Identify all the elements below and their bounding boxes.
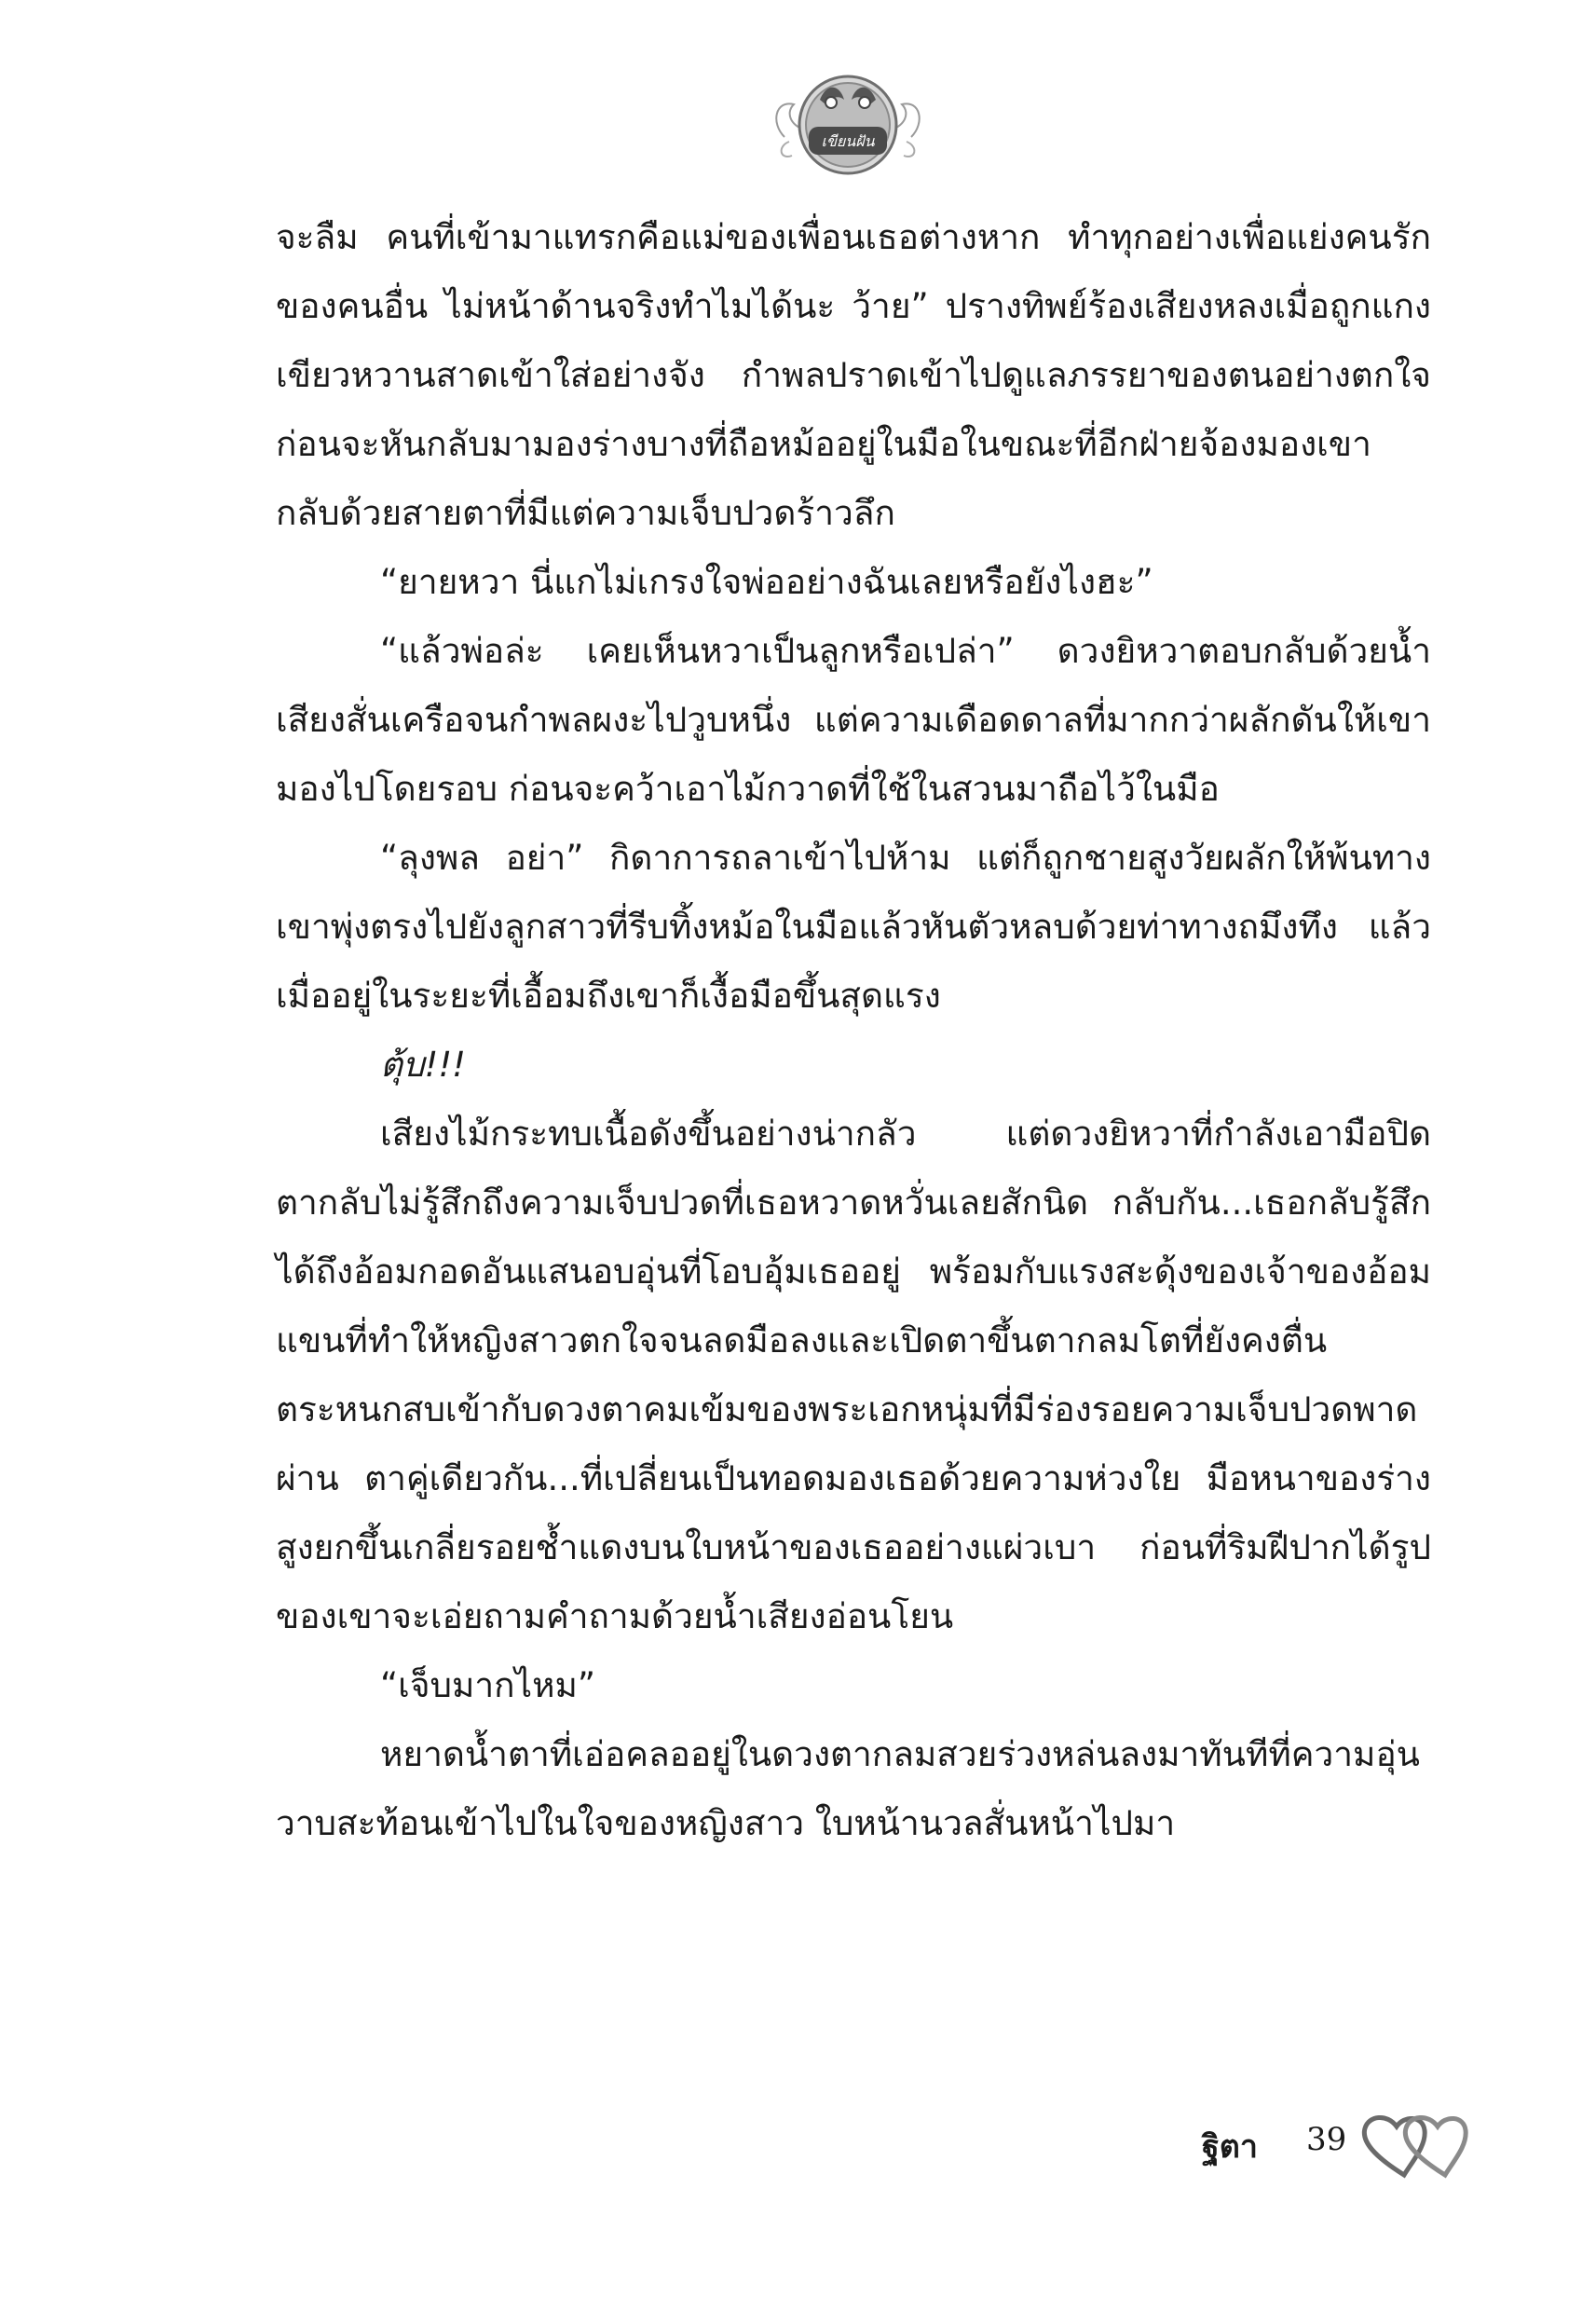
paragraph: จะลืม คนที่เข้ามาแทรกคือแม่ของเพื่อนเธอต่างหาก ทำทุกอย่างเพื่อแย่งคนรักของคนอื่น ไม่หน้าด้านจริงทำไมได้นะ ว้าย” ปรางทิพย์ร้องเสียงหลงเมื่อถูกแกงเขียวหวานสาดเข้าใส่อย่างจัง กำพลปราดเข้าไปดูแลภรรยาของตนอย่างตกใจ ก่อนจะหันกลับมามองร่างบางที่ถือหม้ออยู่ในมือในขณะที่อีกฝ่ายจ้องมองเขากลับด้วยสายตาที่มีแต่ความเจ็บปวดร้าวลึก xyxy=(276,217,1431,533)
paragraph: “ยายหวา นี่แกไม่เกรงใจพ่ออย่างฉันเลยหรือยังไงฮะ” xyxy=(380,562,1153,602)
hearts-icon xyxy=(1356,2108,1495,2182)
paragraph: “ลุงพล อย่า” กิดาการถลาเข้าไปห้าม แต่ก็ถูกชายสูงวัยผลักให้พ้นทาง เขาพุ่งตรงไปยังลูกสาวที่รีบทิ้งหม้อในมือแล้วหันตัวหลบด้วยท่าทางถมึงทึง แล้วเมื่ออยู่ในระยะที่เอื้อมถึงเขาก็เงื้อมือขึ้นสุดแรง xyxy=(276,838,1431,1016)
paragraph: เสียงไม้กระทบเนื้อดังขึ้นอย่างน่ากลัว แต่ดวงยิหวาที่กำลังเอามือปิดตากลับไม่รู้สึกถึงความเจ็บปวดที่เธอหวาดหวั่นเลยสักนิด กลับกัน...เธอกลับรู้สึกได้ถึงอ้อมกอดอันแสนอบอุ่นที่โอบอุ้มเธออยู่ พร้อมกับแรงสะดุ้งของเจ้าของอ้อมแขนที่ทำให้หญิงสาวตกใจจนลดมือลงและเปิดตาขึ้นตากลมโตที่ยังคงตื่นตระหนกสบเข้ากับดวงตาคมเข้มของพระเอกหนุ่มที่มีร่องรอยความเจ็บปวดพาดผ่าน ตาคู่เดียวกัน...ที่เปลี่ยนเป็นทอดมองเธอด้วยความห่วงใย มือหนาของร่างสูงยกขึ้นเกลี่ยรอยช้ำแดงบนใบหน้าของเธออย่างแผ่วเบา ก่อนที่ริมฝีปากได้รูปของเขาจะเอ่ยถามคำถามด้วยน้ำเสียงอ่อนโยน xyxy=(276,1114,1431,1636)
body-text xyxy=(276,203,1431,1858)
paragraph-sound-effect: ตุ้บ!!! xyxy=(380,1045,467,1085)
emblem-text: เขียนฝัน xyxy=(821,132,875,150)
emblem-icon xyxy=(766,48,930,188)
paragraph: “เจ็บมากไหม” xyxy=(380,1665,596,1705)
paragraph: หยาดน้ำตาที่เอ่อคลออยู่ในดวงตากลมสวยร่วงหล่นลงมาทันทีที่ความอุ่นวาบสะท้อนเข้าไปในใจของหญิงสาว ใบหน้านวลสั่นหน้าไปมา xyxy=(276,1734,1420,1843)
paragraph: “แล้วพ่อล่ะ เคยเห็นหวาเป็นลูกหรือเปล่า” ดวงยิหวาตอบกลับด้วยน้ำเสียงสั่นเครือจนกำพลผงะไปวูบหนึ่ง แต่ความเดือดดาลที่มากกว่าผลักดันให้เขามองไปโดยรอบ ก่อนจะคว้าเอาไม้กวาดที่ใช้ในสวนมาถือไว้ในมือ xyxy=(276,631,1431,809)
page-footer xyxy=(1202,2108,1509,2182)
author-name: ฐิตา xyxy=(1202,2128,1258,2166)
page-number: 39 xyxy=(1306,2121,1347,2158)
